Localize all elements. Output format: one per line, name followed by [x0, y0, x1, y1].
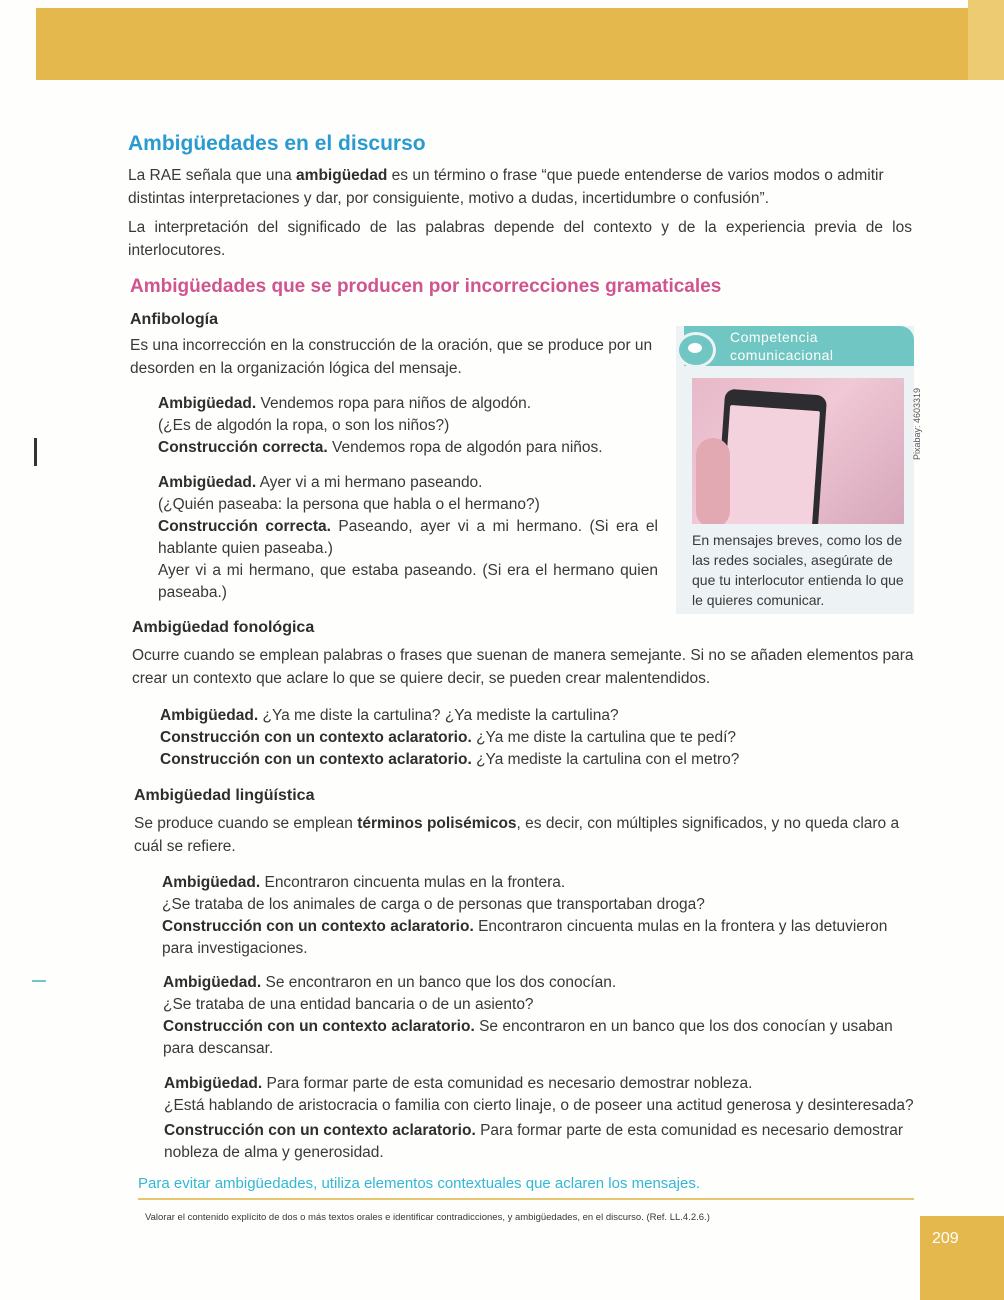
- correction-text: Se encontraron en un banco que los dos conocían y usaban para descansar.: [163, 1018, 893, 1057]
- fonologica-examples: [160, 705, 900, 771]
- photo-credit: Pixabay: 4603319: [912, 387, 922, 460]
- example-question: (¿Quién paseaba: la persona que habla o el hermano?): [158, 496, 540, 513]
- linguistica-keyword: términos polisémicos: [357, 815, 517, 832]
- footnote: Valorar el contenido explícito de dos o más textos orales e identificar contradicciones, y ambigüedades, en el discurso. (Ref. LL.4.2.6.): [145, 1212, 710, 1223]
- linguistica-title: Ambigüedad lingüística: [134, 787, 315, 804]
- example-question: ¿Se trataba de los animales de carga o de personas que transportaban droga?: [162, 896, 705, 913]
- correction-text: ¿Ya me diste la cartulina que te pedí?: [471, 729, 736, 746]
- linguistica-description: Se produce cuando se emplean términos polisémicos, es decir, con múltiples significados, y no queda claro a cuál se refiere.: [134, 815, 900, 855]
- intro-text-rest: es un término o frase “que puede entenderse de varios modos o admitir distintas interpretaciones y dar, por consiguiente, motivo a dudas, incertidumbre o confusión”.: [128, 167, 884, 207]
- correction-label: Construcción con un contexto aclaratorio.: [160, 751, 472, 768]
- page-number: 209: [920, 1216, 1004, 1300]
- footer-divider: [138, 1198, 914, 1200]
- example-text: Se encontraron en un banco que los dos conocían.: [261, 974, 617, 991]
- competencia-box: [676, 326, 914, 614]
- correction-label: Construcción correcta.: [158, 518, 331, 535]
- example-label: Ambigüedad.: [163, 974, 262, 991]
- linguistica-example-3: [164, 1073, 920, 1164]
- correction-text: Para formar parte de esta comunidad es necesario demostrar nobleza de alma y generosidad.: [164, 1122, 904, 1161]
- fonologica-description: Ocurre cuando se emplean palabras o frases que suenan de manera semejante. Si no se añaden elementos para crear un contexto que aclare lo que se quiere decir, se pueden crear malentendidos.: [132, 647, 914, 687]
- top-color-band-corner: [968, 0, 1004, 80]
- margin-mark-teal: [32, 980, 46, 982]
- example-text: Para formar parte de esta comunidad es necesario demostrar nobleza.: [262, 1075, 753, 1092]
- correction-text: Encontraron cincuenta mulas en la frontera y las detuvieron para investigaciones.: [162, 918, 888, 957]
- example-label: Ambigüedad.: [158, 395, 257, 412]
- intro-paragraph-2: La interpretación del significado de las palabras depende del contexto y de la experiencia previa de los interlocutores.: [128, 219, 912, 259]
- anfibologia-example-2: [158, 472, 658, 604]
- correction-text: Paseando, ayer vi a mi hermano. (Si era el hablante quien paseaba.): [158, 518, 658, 557]
- correction-label: Construcción correcta.: [158, 439, 328, 456]
- correction-label: Construcción con un contexto aclaratorio.: [164, 1122, 476, 1139]
- example-question: (¿Es de algodón la ropa, o son los niños?): [158, 417, 450, 434]
- example-question: ¿Está hablando de aristocracia o familia con cierto linaje, o de poseer una actitud generosa y desinteresada?: [164, 1097, 914, 1114]
- competencia-caption: En mensajes breves, como los de las redes sociales, asegúrate de que tu interlocutor entienda lo que le quieres comunicar.: [692, 532, 904, 608]
- example-label: Ambigüedad.: [160, 707, 259, 724]
- correction-label: Construcción con un contexto aclaratorio.: [162, 918, 474, 935]
- correction-text: ¿Ya mediste la cartulina con el metro?: [471, 751, 740, 768]
- section-title: Ambigüedades que se producen por incorrecciones gramaticales: [130, 276, 722, 297]
- intro-paragraph-1: [128, 164, 912, 210]
- tip-text: Para evitar ambigüedades, utiliza elementos contextuales que aclaren los mensajes.: [138, 1175, 700, 1192]
- phone-icon: [715, 389, 827, 524]
- example-label: Ambigüedad.: [162, 874, 261, 891]
- linguistica-example-1: [162, 872, 918, 960]
- example-text: ¿Ya me diste la cartulina? ¿Ya mediste la cartulina?: [258, 707, 619, 724]
- example-question: ¿Se trataba de una entidad bancaria o de un asiento?: [163, 996, 534, 1013]
- fonologica-title: Ambigüedad fonológica: [132, 619, 315, 636]
- correction-alternative: Ayer vi a mi hermano, que estaba paseando. (Si era el hermano quien paseaba.): [158, 562, 658, 601]
- example-label: Ambigüedad.: [158, 474, 257, 491]
- correction-label: Construcción con un contexto aclaratorio.: [163, 1018, 475, 1035]
- intro-keyword: ambigüedad: [296, 167, 388, 184]
- smartphone-photo: [692, 378, 904, 524]
- correction-text: Vendemos ropa de algodón para niños.: [327, 439, 603, 456]
- example-label: Ambigüedad.: [164, 1075, 263, 1092]
- intro-text: La RAE señala que una: [128, 167, 297, 184]
- competencia-title: Competencia comunicacional: [730, 329, 834, 363]
- linguistica-example-2: [163, 972, 919, 1060]
- anfibologia-description: Es una incorrección en la construcción de la oración, que se produce por un desorden en la organización lógica del mensaje.: [130, 337, 653, 377]
- anfibologia-example-1: [158, 393, 658, 459]
- page-title: Ambigüedades en el discurso: [128, 132, 426, 155]
- anfibologia-title: Anfibología: [130, 311, 218, 328]
- correction-label: Construcción con un contexto aclaratorio.: [160, 729, 472, 746]
- example-text: Vendemos ropa para niños de algodón.: [256, 395, 532, 412]
- competencia-header: [684, 326, 914, 366]
- speech-bubble-icon: [676, 332, 716, 368]
- margin-mark: [34, 438, 37, 466]
- top-color-band: [36, 8, 1004, 80]
- example-text: Ayer vi a mi hermano paseando.: [256, 474, 483, 491]
- example-text: Encontraron cincuenta mulas en la frontera.: [260, 874, 566, 891]
